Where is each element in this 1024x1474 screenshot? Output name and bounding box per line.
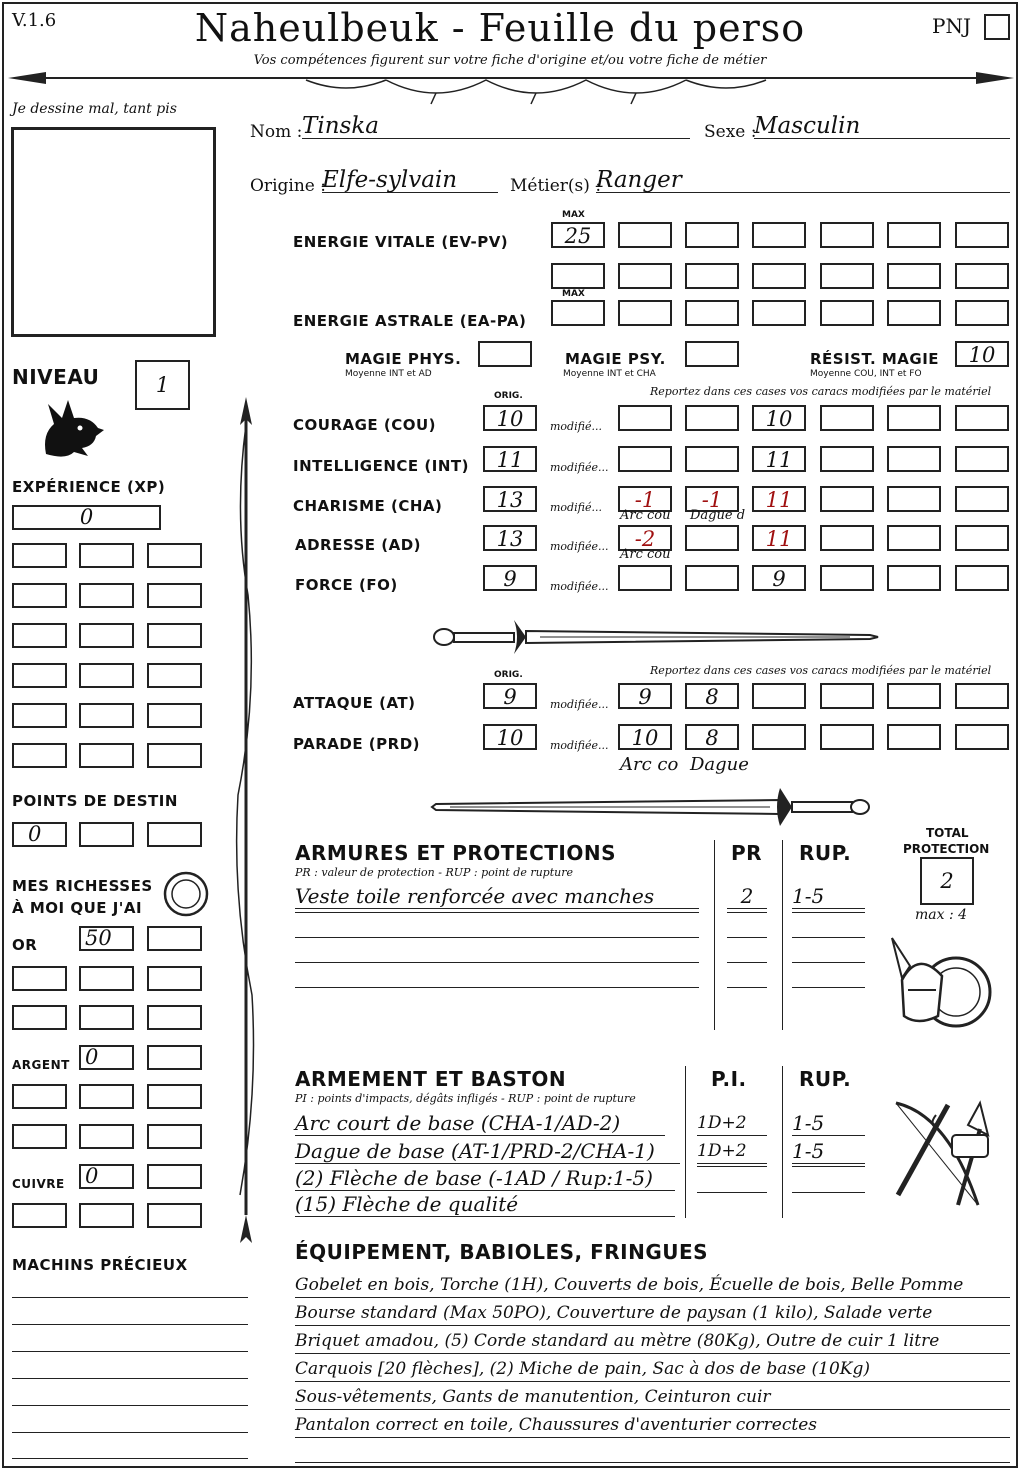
- modifie-label: modifié...: [550, 501, 602, 514]
- metier-field[interactable]: Ranger: [596, 168, 1010, 193]
- charisme-note: Dague d: [690, 508, 746, 523]
- or-box[interactable]: [12, 1005, 67, 1030]
- parade-mod-box[interactable]: [887, 724, 941, 750]
- charisme-mod-box[interactable]: -1: [685, 486, 739, 512]
- armor-row-name[interactable]: [295, 962, 699, 963]
- adresse-mod-box[interactable]: [685, 525, 739, 551]
- xp-box[interactable]: [79, 543, 134, 568]
- or-box[interactable]: [12, 966, 67, 991]
- total-protection-label-2: PROTECTION: [903, 842, 990, 856]
- weapon-row-pi[interactable]: 1D+2: [697, 1139, 767, 1164]
- nom-label: Nom :: [250, 122, 303, 142]
- total-protection-label-1: TOTAL: [926, 826, 969, 840]
- magie-psy-label: MAGIE PSY.: [565, 350, 666, 368]
- armor-row-pr[interactable]: [727, 962, 767, 963]
- armor-row-name[interactable]: [295, 912, 699, 913]
- attaque-mod-box[interactable]: [887, 683, 941, 709]
- pnj-label: PNJ: [932, 14, 971, 38]
- intelligence-mod-box[interactable]: [685, 446, 739, 472]
- armor-row-name[interactable]: [295, 937, 699, 938]
- combat-note: Reportez dans ces cases vos caracs modifiées par le matériel: [650, 664, 992, 677]
- page-title: Naheulbeuk - Feuille du perso: [194, 6, 806, 50]
- armor-row-name[interactable]: Veste toile renforcée avec manches: [295, 884, 699, 909]
- charisme-mod-box[interactable]: -1: [618, 486, 672, 512]
- dragon-head-icon: [38, 394, 108, 464]
- argent-box[interactable]: 0: [79, 1045, 134, 1070]
- ev-box[interactable]: [887, 222, 941, 248]
- precious-line[interactable]: [12, 1351, 248, 1352]
- ea-box[interactable]: [685, 300, 739, 326]
- modifie-label: modifiée...: [550, 461, 609, 474]
- nom-field[interactable]: Tinska: [302, 114, 690, 139]
- argent-label: ARGENT: [12, 1058, 70, 1072]
- sword-icon: [430, 782, 880, 832]
- modifie-label: modifié...: [550, 420, 602, 433]
- armor-divider: [782, 840, 783, 1030]
- adresse-mod-box[interactable]: 11: [752, 525, 806, 551]
- combat-col-note: Dague: [690, 754, 749, 775]
- or-label: OR: [12, 936, 38, 954]
- argent-box[interactable]: [147, 1124, 202, 1149]
- force-mod-box[interactable]: 9: [752, 565, 806, 591]
- helmet-shield-icon: [888, 930, 998, 1040]
- parade-orig-box[interactable]: 10: [483, 724, 537, 750]
- adresse-mod-box[interactable]: [955, 525, 1009, 551]
- ev-box[interactable]: [752, 263, 806, 289]
- precious-line[interactable]: [12, 1297, 248, 1298]
- ea-box[interactable]: [618, 300, 672, 326]
- adresse-mod-box[interactable]: [820, 525, 874, 551]
- modifie-label: modifiée...: [550, 540, 609, 553]
- armor-row-pr[interactable]: [727, 987, 767, 988]
- origine-label: Origine :: [250, 176, 326, 196]
- xp-box[interactable]: [12, 663, 67, 688]
- equipment-line[interactable]: Carquois [20 flèches], (2) Miche de pain, Sac à dos de base (10Kg): [295, 1357, 1010, 1382]
- resist-magie-box[interactable]: 10: [955, 341, 1009, 367]
- xp-box[interactable]: [147, 543, 202, 568]
- destin-box[interactable]: [79, 822, 134, 847]
- precious-line[interactable]: [12, 1432, 248, 1433]
- ev-label: ENERGIE VITALE (EV-PV): [293, 233, 509, 251]
- armor-rup-header: RUP.: [799, 841, 852, 865]
- precious-line[interactable]: [12, 1378, 248, 1379]
- xp-box[interactable]: [12, 543, 67, 568]
- courage-mod-box[interactable]: [955, 405, 1009, 431]
- xp-box[interactable]: [79, 583, 134, 608]
- weapons-subtitle: PI : points d'impacts, dégâts infligés - RUP : point de rupture: [295, 1092, 636, 1105]
- xp-box[interactable]: 0: [12, 505, 161, 530]
- spear-icon: [228, 395, 264, 1245]
- argent-box[interactable]: [147, 1084, 202, 1109]
- origine-field[interactable]: Elfe-sylvain: [322, 168, 498, 193]
- cuivre-box[interactable]: [147, 1164, 202, 1189]
- adresse-orig-box[interactable]: 13: [483, 525, 537, 551]
- weapon-row-pi[interactable]: [697, 1192, 767, 1193]
- armor-title: ARMURES ET PROTECTIONS: [295, 841, 616, 865]
- courage-mod-box[interactable]: [618, 405, 672, 431]
- ea-box[interactable]: [820, 300, 874, 326]
- xp-box[interactable]: [12, 743, 67, 768]
- xp-box[interactable]: [12, 623, 67, 648]
- attaque-label: ATTAQUE (AT): [293, 694, 416, 712]
- weapon-row-name[interactable]: Dague de base (AT-1/PRD-2/CHA-1): [295, 1139, 680, 1164]
- armor-row-pr[interactable]: 2: [727, 884, 767, 909]
- stats-note: Reportez dans ces cases vos caracs modifiées par le matériel: [650, 385, 992, 398]
- courage-mod-box[interactable]: [820, 405, 874, 431]
- adresse-note: Arc cou: [620, 547, 671, 562]
- charisme-mod-box[interactable]: [887, 486, 941, 512]
- weapons-pi-header: P.I.: [711, 1067, 747, 1091]
- magie-phys-note: Moyenne INT et AD: [345, 369, 432, 379]
- sexe-label: Sexe :: [704, 122, 757, 142]
- xp-box[interactable]: [147, 663, 202, 688]
- xp-label: EXPÉRIENCE (XP): [12, 478, 166, 496]
- armor-pr-header: PR: [731, 841, 763, 865]
- intelligence-orig-box[interactable]: 11: [483, 446, 537, 472]
- courage-mod-box[interactable]: [887, 405, 941, 431]
- attaque-mod-box[interactable]: [752, 683, 806, 709]
- argent-box[interactable]: [147, 1045, 202, 1070]
- xp-box[interactable]: [79, 743, 134, 768]
- ev-box[interactable]: [685, 263, 739, 289]
- ea-box[interactable]: [955, 300, 1009, 326]
- intelligence-mod-box[interactable]: [887, 446, 941, 472]
- courage-mod-box[interactable]: 10: [752, 405, 806, 431]
- equipment-line[interactable]: Briquet amadou, (5) Corde standard au mètre (80Kg), Outre de cuir 1 litre: [295, 1329, 1010, 1354]
- ev-box[interactable]: [685, 222, 739, 248]
- or-box[interactable]: [147, 966, 202, 991]
- attaque-mod-box[interactable]: 9: [618, 683, 672, 709]
- xp-box[interactable]: [147, 583, 202, 608]
- magie-psy-note: Moyenne INT et CHA: [563, 369, 656, 379]
- destin-box[interactable]: 0: [12, 822, 67, 847]
- weapon-row-name[interactable]: (2) Flèche de base (-1AD / Rup:1-5): [295, 1166, 675, 1191]
- ev-max-box[interactable]: 25: [551, 222, 605, 248]
- force-mod-box[interactable]: [955, 565, 1009, 591]
- destin-box[interactable]: [147, 822, 202, 847]
- parade-mod-box[interactable]: [955, 724, 1009, 750]
- pnj-checkbox[interactable]: [984, 14, 1010, 40]
- attaque-mod-box[interactable]: [955, 683, 1009, 709]
- ev-box[interactable]: [618, 222, 672, 248]
- armor-row-rup[interactable]: 1-5: [792, 884, 865, 909]
- portrait-box[interactable]: [11, 127, 216, 337]
- attaque-orig-box[interactable]: 9: [483, 683, 537, 709]
- courage-label: COURAGE (COU): [293, 416, 437, 434]
- or-box[interactable]: [79, 966, 134, 991]
- parade-mod-box[interactable]: [820, 724, 874, 750]
- weapon-row-name[interactable]: (15) Flèche de qualité: [295, 1192, 675, 1217]
- parade-label: PARADE (PRD): [293, 735, 421, 753]
- equipment-line[interactable]: Sous-vêtements, Gants de manutention, Ceinturon cuir: [295, 1385, 1010, 1410]
- armor-row-rup[interactable]: [792, 912, 865, 913]
- orig-label: ORIG.: [494, 670, 523, 680]
- equipment-line[interactable]: Bourse standard (Max 50PO), Couverture de paysan (1 kilo), Salade verte: [295, 1301, 1010, 1326]
- orig-label: ORIG.: [494, 391, 523, 401]
- xp-box[interactable]: [79, 703, 134, 728]
- precious-line[interactable]: [12, 1324, 248, 1325]
- adresse-mod-box[interactable]: [887, 525, 941, 551]
- weapon-row-rup[interactable]: [792, 1192, 865, 1193]
- armor-row-rup[interactable]: [792, 962, 865, 963]
- courage-orig-box[interactable]: 10: [483, 405, 537, 431]
- attaque-mod-box[interactable]: [820, 683, 874, 709]
- argent-box[interactable]: [79, 1124, 134, 1149]
- combat-col-note: Arc co: [620, 754, 679, 775]
- machins-precieux-label: MACHINS PRÉCIEUX: [12, 1256, 188, 1274]
- force-mod-box[interactable]: [618, 565, 672, 591]
- cuivre-box[interactable]: [12, 1203, 67, 1228]
- portrait-caption: Je dessine mal, tant pis: [12, 101, 177, 117]
- ev-box[interactable]: [752, 222, 806, 248]
- weapon-row-name[interactable]: Arc court de base (CHA-1/AD-2): [295, 1111, 665, 1136]
- resist-magie-note: Moyenne COU, INT et FO: [810, 369, 922, 379]
- or-box[interactable]: [79, 1005, 134, 1030]
- weapon-row-rup[interactable]: 1-5: [792, 1111, 865, 1136]
- adresse-mod-box[interactable]: -2: [618, 525, 672, 551]
- cuivre-box[interactable]: [79, 1203, 134, 1228]
- xp-box[interactable]: [79, 663, 134, 688]
- weapons-divider: [782, 1066, 783, 1218]
- charisme-orig-box[interactable]: 13: [483, 486, 537, 512]
- parade-mod-box[interactable]: [752, 724, 806, 750]
- parade-mod-box[interactable]: 10: [618, 724, 672, 750]
- coin-icon: [162, 870, 210, 918]
- weapon-row-rup[interactable]: [792, 1166, 865, 1167]
- version-label: V.1.6: [12, 10, 57, 31]
- precious-line[interactable]: [12, 1405, 248, 1406]
- modifie-label: modifiée...: [550, 698, 609, 711]
- weapon-row-pi[interactable]: 1D+2: [697, 1111, 767, 1136]
- ev-box[interactable]: [887, 263, 941, 289]
- intelligence-mod-box[interactable]: [820, 446, 874, 472]
- xp-box[interactable]: [12, 703, 67, 728]
- charisme-mod-box[interactable]: 11: [752, 486, 806, 512]
- page-subtitle: Vos compétences figurent sur votre fiche d'origine et/ou votre fiche de métier: [253, 53, 767, 68]
- armor-row-rup[interactable]: [792, 937, 865, 938]
- ea-max-box[interactable]: [551, 300, 605, 326]
- force-mod-box[interactable]: [685, 565, 739, 591]
- weapons-rup-header: RUP.: [799, 1067, 852, 1091]
- ev-box[interactable]: [955, 222, 1009, 248]
- adresse-label: ADRESSE (AD): [295, 536, 422, 554]
- ea-label: ENERGIE ASTRALE (EA-PA): [293, 312, 527, 330]
- cuivre-box[interactable]: 0: [79, 1164, 134, 1189]
- or-box[interactable]: 50: [79, 926, 134, 951]
- ev-max-label: MAX: [562, 210, 585, 220]
- xp-box[interactable]: [147, 703, 202, 728]
- ea-box[interactable]: [887, 300, 941, 326]
- equipment-title: ÉQUIPEMENT, BABIOLES, FRINGUES: [295, 1240, 709, 1264]
- armor-row-name[interactable]: [295, 987, 699, 988]
- intelligence-mod-box[interactable]: [618, 446, 672, 472]
- armor-row-pr[interactable]: [727, 912, 767, 913]
- max-protection-note: max : 4: [915, 907, 968, 923]
- xp-box[interactable]: [12, 583, 67, 608]
- header-spear-icon: [6, 66, 1016, 106]
- equipment-line[interactable]: Gobelet en bois, Torche (1H), Couverts de bois, Écuelle de bois, Belle Pomme: [295, 1273, 1010, 1298]
- sexe-field[interactable]: Masculin: [754, 114, 1010, 139]
- force-orig-box[interactable]: 9: [483, 565, 537, 591]
- intelligence-label: INTELLIGENCE (INT): [293, 457, 469, 475]
- argent-box[interactable]: [12, 1084, 67, 1109]
- force-label: FORCE (FO): [295, 576, 398, 594]
- ev-box[interactable]: [955, 263, 1009, 289]
- modifie-label: modifiée...: [550, 580, 609, 593]
- argent-box[interactable]: [12, 1124, 67, 1149]
- precious-line[interactable]: [12, 1458, 248, 1459]
- xp-box[interactable]: [147, 623, 202, 648]
- weapons-title: ARMEMENT ET BASTON: [295, 1067, 567, 1091]
- resist-magie-label: RÉSIST. MAGIE: [810, 350, 940, 368]
- argent-box[interactable]: [79, 1084, 134, 1109]
- intelligence-mod-box[interactable]: 11: [752, 446, 806, 472]
- armor-divider: [714, 840, 715, 1030]
- modifie-label: modifiée...: [550, 739, 609, 752]
- magie-phys-box[interactable]: [478, 341, 532, 367]
- attaque-mod-box[interactable]: 8: [685, 683, 739, 709]
- force-mod-box[interactable]: [887, 565, 941, 591]
- charisme-label: CHARISME (CHA): [293, 497, 443, 515]
- cuivre-box[interactable]: [147, 1203, 202, 1228]
- weapon-row-pi[interactable]: [697, 1166, 767, 1167]
- destin-label: POINTS DE DESTIN: [12, 792, 178, 810]
- equipment-line[interactable]: [295, 1462, 1010, 1463]
- armor-subtitle: PR : valeur de protection - RUP : point de rupture: [295, 866, 573, 879]
- courage-mod-box[interactable]: [685, 405, 739, 431]
- magie-phys-label: MAGIE PHYS.: [345, 350, 462, 368]
- ev-box[interactable]: [618, 263, 672, 289]
- crossed-weapons-icon: [888, 1095, 998, 1215]
- weapons-divider: [685, 1066, 686, 1218]
- sword-icon: [430, 612, 880, 662]
- intelligence-mod-box[interactable]: [955, 446, 1009, 472]
- charisme-note: Arc cou: [620, 508, 671, 523]
- weapon-row-rup[interactable]: 1-5: [792, 1139, 865, 1164]
- charisme-mod-box[interactable]: [820, 486, 874, 512]
- or-box[interactable]: [147, 1005, 202, 1030]
- niveau-box[interactable]: 1: [135, 360, 190, 410]
- ev-box[interactable]: [820, 222, 874, 248]
- charisme-mod-box[interactable]: [955, 486, 1009, 512]
- ea-max-label: MAX: [562, 289, 585, 299]
- richesses-label-2: À MOI QUE J'AI: [12, 899, 143, 917]
- ea-box[interactable]: [752, 300, 806, 326]
- xp-box[interactable]: [147, 743, 202, 768]
- magie-psy-box[interactable]: [685, 341, 739, 367]
- armor-row-pr[interactable]: [727, 937, 767, 938]
- parade-mod-box[interactable]: 8: [685, 724, 739, 750]
- cuivre-label: CUIVRE: [12, 1177, 65, 1191]
- xp-box[interactable]: [79, 623, 134, 648]
- armor-row-rup[interactable]: [792, 987, 865, 988]
- niveau-label: NIVEAU: [12, 365, 100, 389]
- richesses-label-1: MES RICHESSES: [12, 877, 153, 895]
- total-protection-box[interactable]: 2: [920, 857, 974, 905]
- metier-label: Métier(s) :: [510, 176, 602, 196]
- or-box[interactable]: [147, 926, 202, 951]
- force-mod-box[interactable]: [820, 565, 874, 591]
- ev-box[interactable]: [551, 263, 605, 289]
- ev-box[interactable]: [820, 263, 874, 289]
- equipment-line[interactable]: Pantalon correct en toile, Chaussures d'aventurier correctes: [295, 1413, 1010, 1438]
